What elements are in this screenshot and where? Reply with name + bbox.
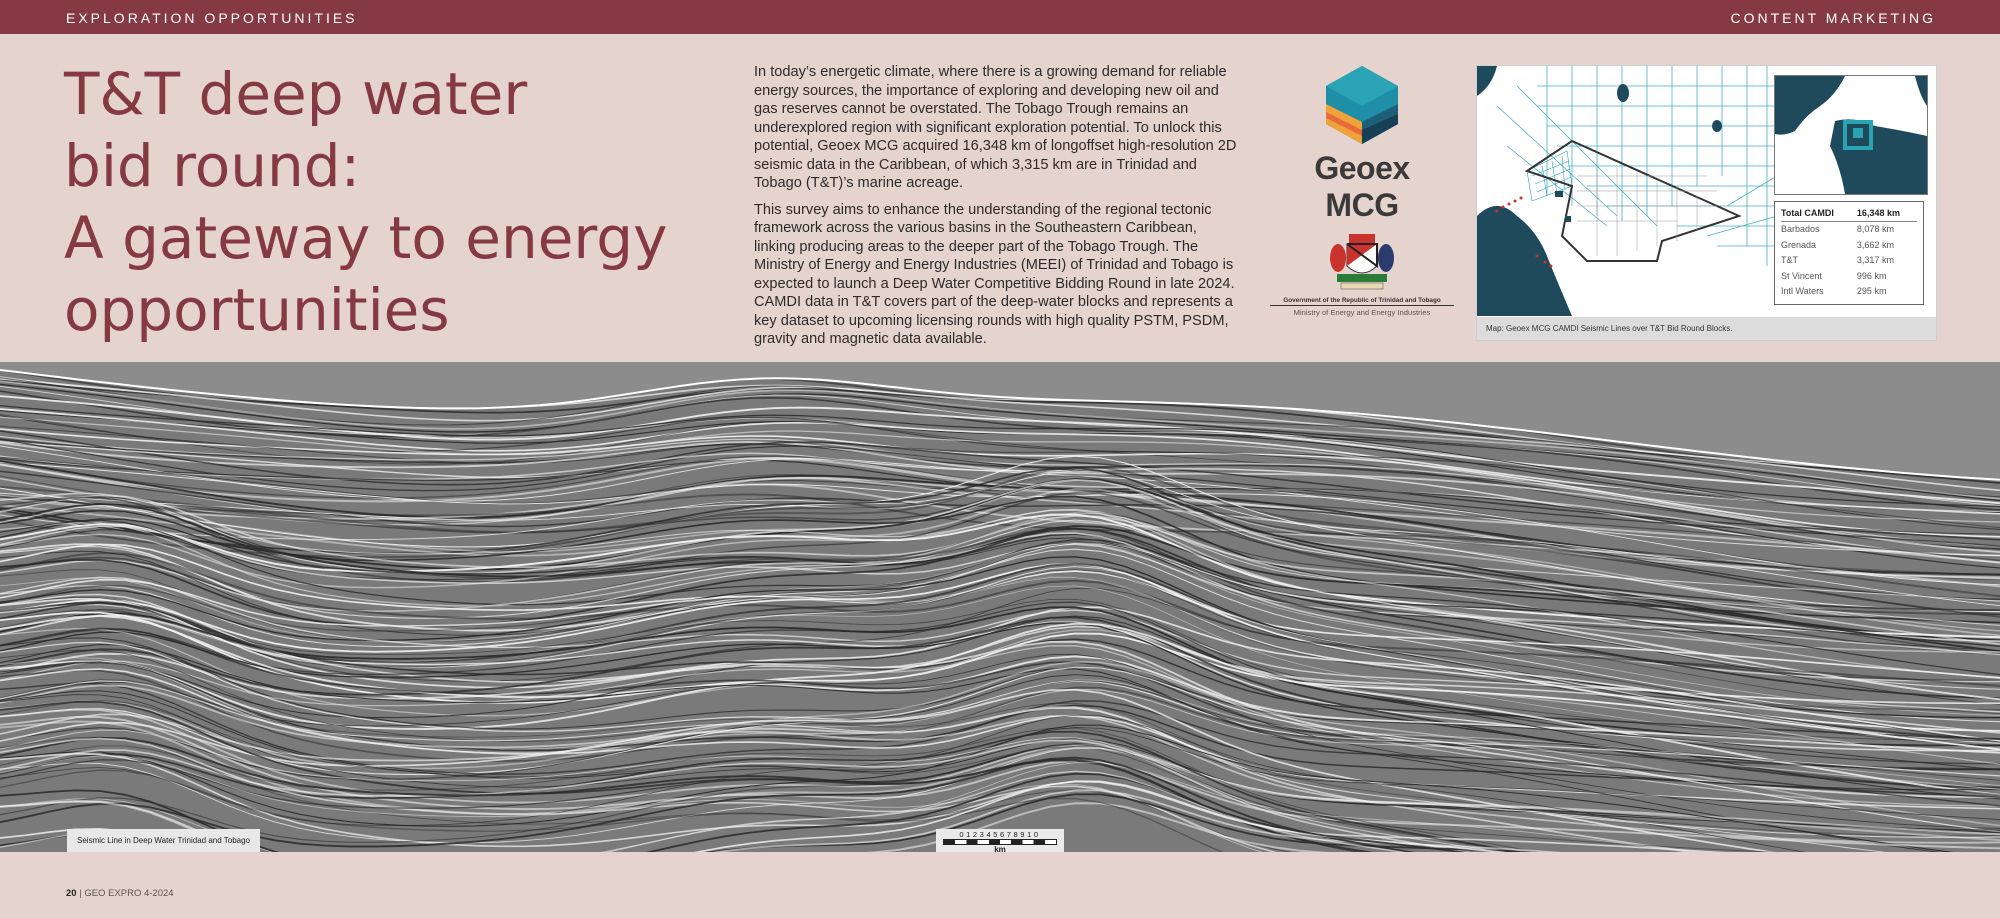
stats-value: 3,317 km — [1856, 255, 1894, 266]
page-footer — [66, 888, 174, 899]
ministry-name: Ministry of Energy and Energy Industries — [1293, 308, 1431, 317]
stats-label: Intl Waters — [1781, 286, 1824, 297]
geoex-name: Geoex MCG — [1314, 150, 1410, 223]
title-line: opportunities — [64, 276, 450, 344]
body-paragraph: This survey aims to enhance the understanding of the regional tectonic framework across the various basins in the Southeastern Caribbean, linking producing areas to the deeper part of the Tobago Trough. The Ministry of Energy and Energy Industries (MEEI) of Trinidad and Tobago is expected to launch a Deep Water Competitive Bidding Round in late 2024. CAMDI data in T&T covers part of the deep-water blocks and represents a key dataset to upcoming licensing rounds with high quality PSTM, PSDM, gravity and magnetic data available. — [754, 201, 1235, 347]
section-label: EXPLORATION OPPORTUNITIES — [66, 10, 358, 26]
stats-value: 16,348 km — [1853, 206, 1917, 222]
stats-row — [1781, 284, 1917, 299]
stats-value: 8,078 km — [1856, 224, 1894, 235]
map-caption: Map: Geoex MCG CAMDI Seismic Lines over T&T Bid Round Blocks. — [1477, 317, 1936, 340]
location-inset-map — [1774, 75, 1928, 195]
stats-label: St Vincent — [1781, 270, 1822, 281]
stats-row — [1781, 238, 1917, 253]
seismic-section-image — [0, 362, 2000, 852]
body-paragraph: In today’s energetic climate, where there is a growing demand for reliable energy sources, the importance of exploring and developing new oil and gas reserves cannot be overstated. The Tobago Trough remains an underexplored region with significant exploration potential. To unlock this potential, Geoex MCG acquired 16,348 km of longoffset high-resolution 2D seismic data in the Caribbean, of which 3,315 km are in Trinidad and Tobago (T&T)’s marine acreage. — [754, 64, 1237, 191]
category-label: CONTENT MARKETING — [1730, 10, 1936, 26]
stats-row — [1781, 222, 1917, 238]
map-image — [1477, 66, 1936, 316]
scale-ticks: 012345678910 — [959, 830, 1041, 839]
stats-label: Barbados — [1781, 224, 1820, 235]
stats-label: Total CAMDI — [1781, 206, 1853, 222]
scale-bar — [936, 829, 1064, 852]
footer-separator: | — [79, 888, 85, 899]
stats-row — [1781, 206, 1917, 222]
scale-unit: km — [994, 845, 1006, 854]
title-line: bid round: — [64, 132, 361, 200]
stats-value: 295 km — [1856, 286, 1887, 297]
stats-row — [1781, 253, 1917, 268]
geoex-logo — [1274, 64, 1450, 223]
publication-name: GEO EXPRO 4-2024 — [84, 888, 174, 899]
article-title — [64, 58, 684, 346]
seismic-caption: Seismic Line in Deep Water Trinidad and Tobago — [67, 829, 260, 852]
stats-row — [1781, 269, 1917, 284]
title-line: T&T deep water — [64, 60, 528, 128]
coat-of-arms-icon — [1327, 230, 1397, 292]
government-name: Government of the Republic of Trinidad and Tobago — [1270, 297, 1454, 306]
stats-value: 996 km — [1856, 270, 1887, 281]
survey-stats-table — [1774, 201, 1924, 305]
article-body — [754, 63, 1242, 357]
page-number: 20 — [66, 888, 77, 899]
government-logo — [1270, 230, 1454, 317]
top-banner — [0, 0, 2000, 34]
survey-map — [1476, 65, 1937, 341]
title-line: A gateway to energy — [64, 204, 668, 272]
geoex-hexagon-icon — [1322, 64, 1402, 146]
stats-label: Grenada — [1781, 239, 1817, 250]
stats-value: 3,662 km — [1856, 239, 1894, 250]
stats-label: T&T — [1781, 255, 1798, 266]
